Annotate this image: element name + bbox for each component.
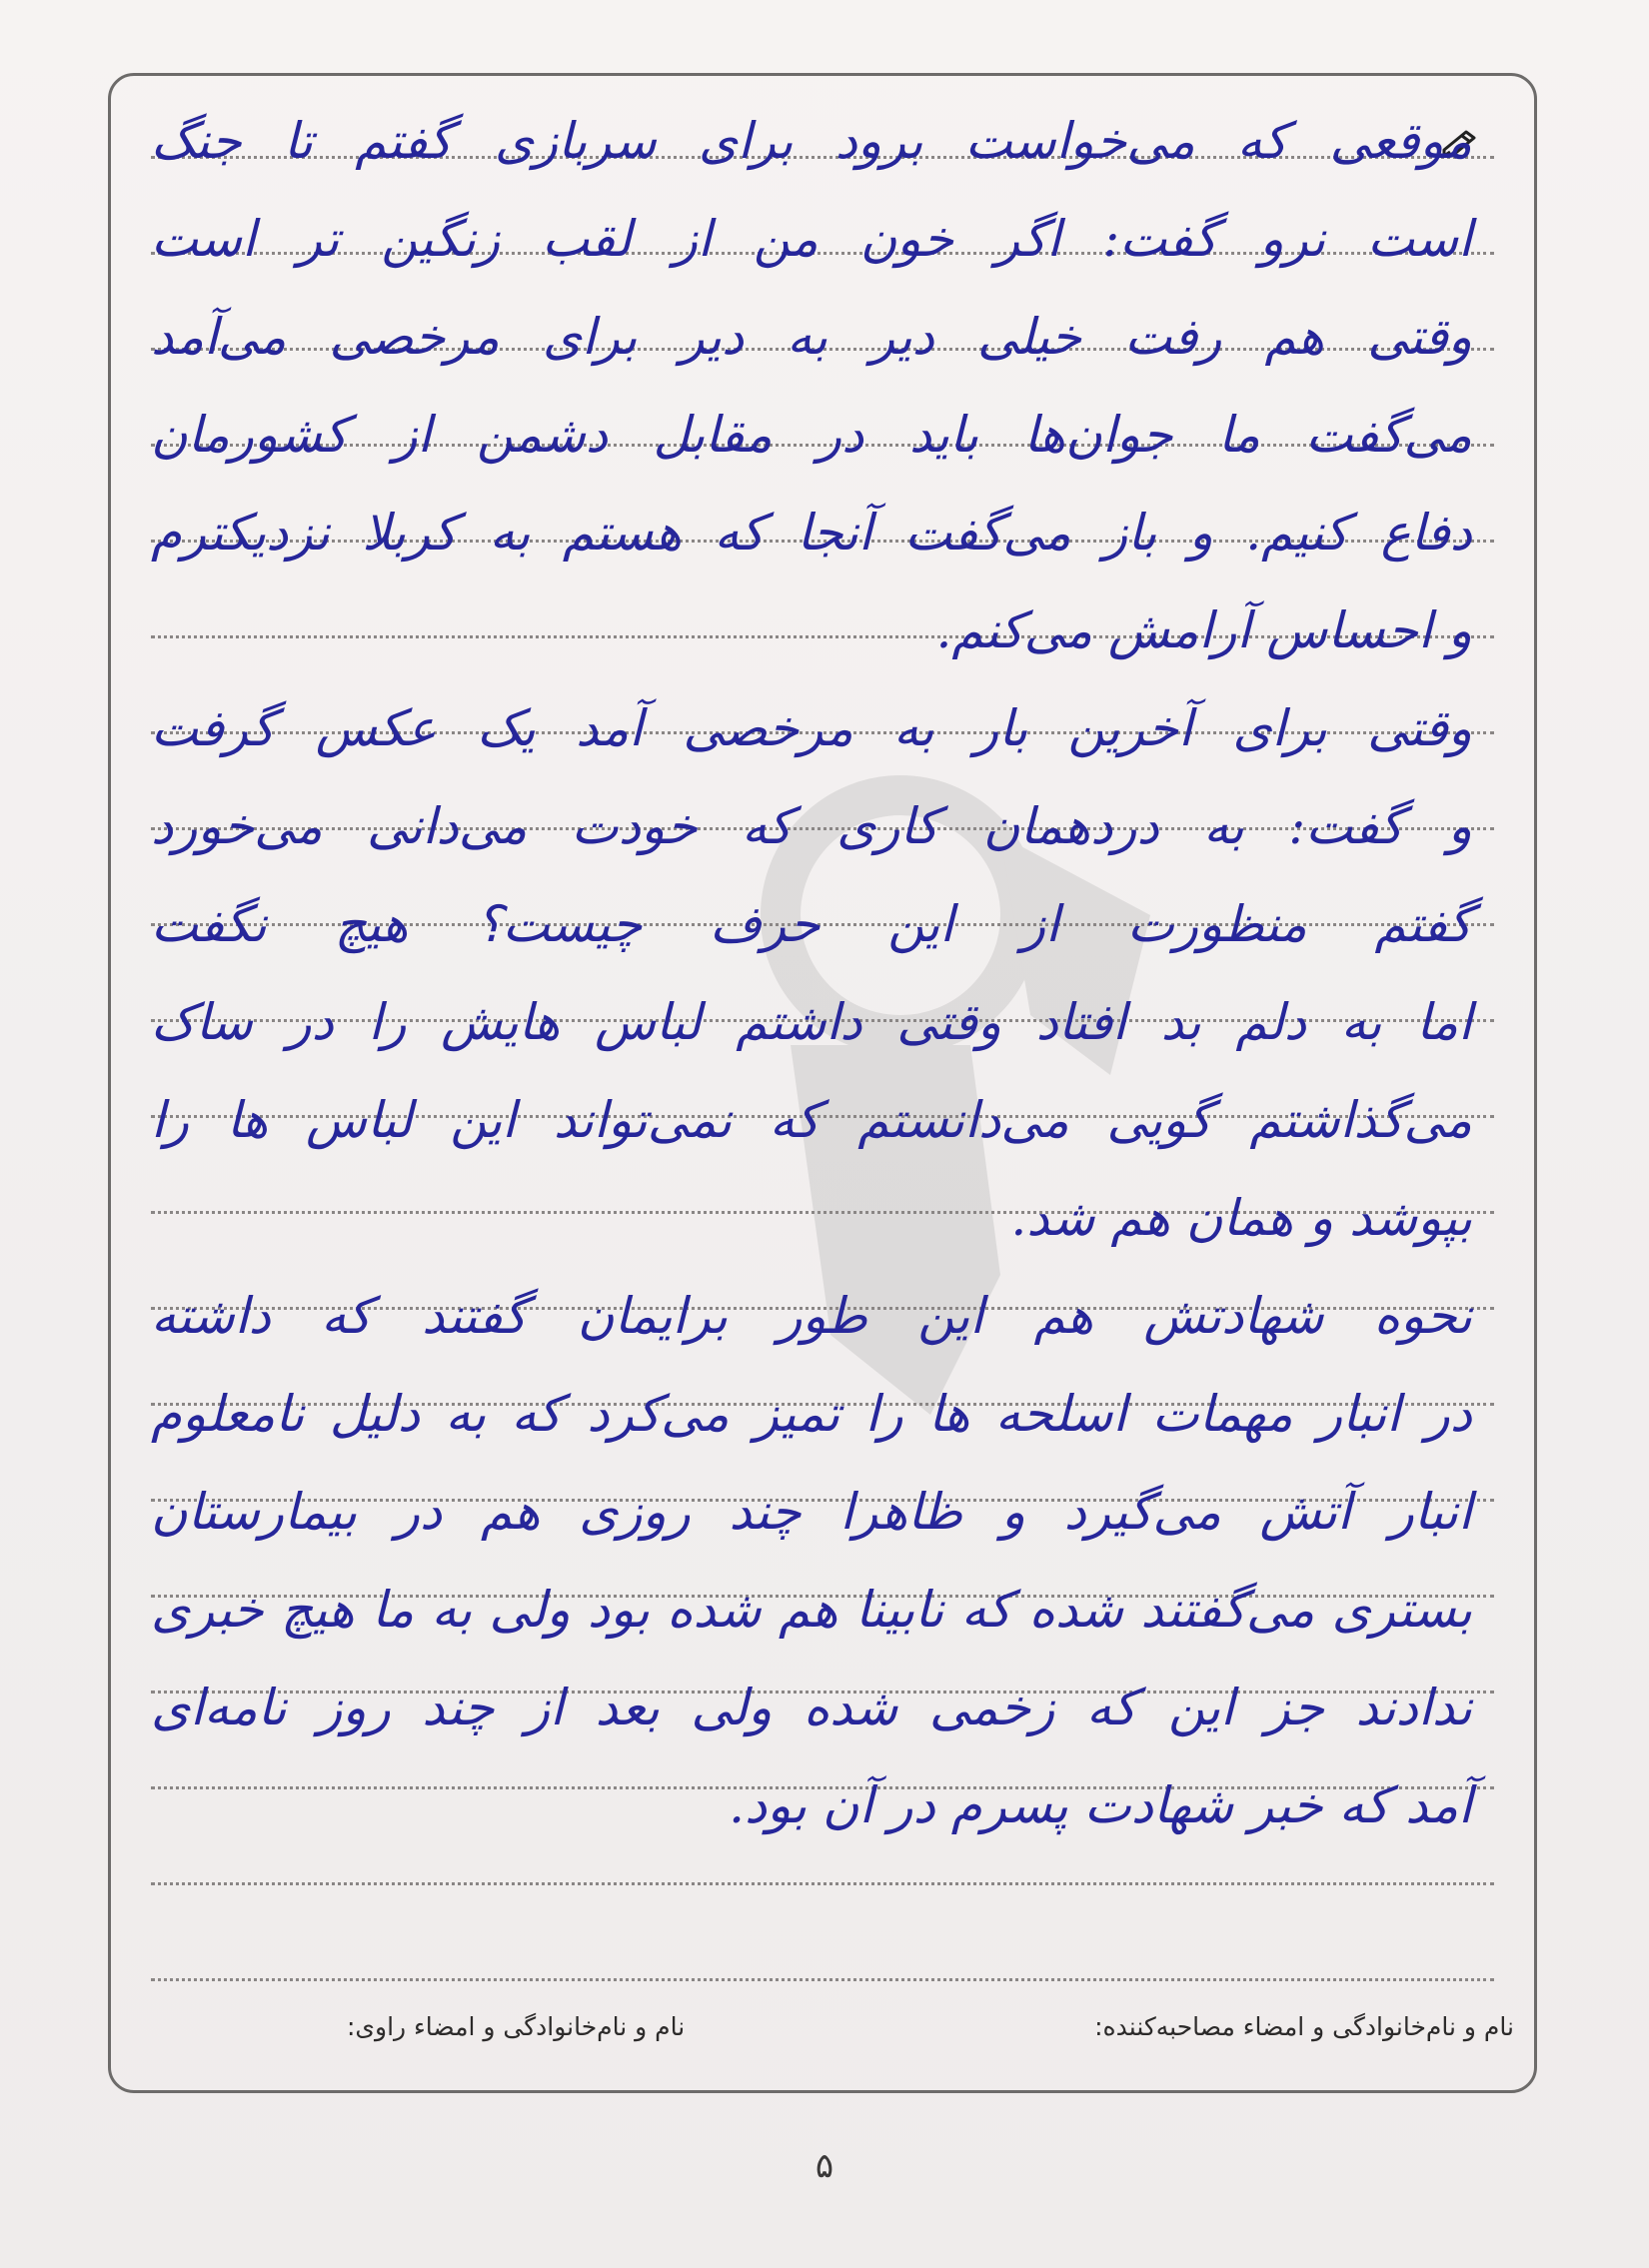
handwritten-line: نحوه شهادتش هم این طور برایمان گفتند که داشته <box>151 1287 1472 1345</box>
rule-line <box>151 1882 1494 1885</box>
form-frame <box>108 73 1537 2093</box>
handwritten-line: وقتی هم رفت خیلی دیر به دیر برای مرخصی می‌آمد <box>151 308 1472 366</box>
handwritten-line: و احساس آرامش می‌کنم. <box>935 601 1472 659</box>
handwritten-line: می‌گذاشتم گویی می‌دانستم که نمی‌تواند این لباس ها را <box>151 1091 1472 1149</box>
handwritten-line: وقتی برای آخرین بار به مرخصی آمد یک عکس گرفت <box>151 699 1472 757</box>
handwritten-line: دفاع کنیم. و باز می‌گفت آنجا که هستم به کربلا نزدیکترم <box>151 504 1472 562</box>
handwritten-line: بپوشد و همان هم شد. <box>1010 1189 1472 1247</box>
page-number: ۵ <box>815 2146 834 2186</box>
interviewer-signature-label: نام و نام‌خانوادگی و امضاء مصاحبه‌کننده: <box>1094 2012 1514 2041</box>
handwritten-line: اما به دلم بد افتاد وقتی داشتم لباس هایش را در ساک <box>151 993 1472 1051</box>
handwritten-line: ندادند جز این که زخمی شده ولی بعد از چند روز نامه‌ای <box>151 1679 1472 1736</box>
handwritten-line: در انبار مهمات اسلحه ها را تمیز می‌کرد که به دلیل نامعلوم <box>151 1385 1472 1443</box>
handwritten-line: می‌گفت ما جوان‌ها باید در مقابل دشمن از کشورمان <box>151 406 1472 464</box>
handwritten-line: است نرو گفت: اگر خون من از لقب زنگین تر است <box>151 210 1472 268</box>
narrator-signature-label: نام و نام‌خانوادگی و امضاء راوی: <box>347 2012 686 2041</box>
handwritten-line: موقعی که می‌خواست برود برای سربازی گفتم تا جنگ <box>151 112 1472 170</box>
handwritten-line: بستری می‌گفتند شده که نابینا هم شده بود ولی به ما هیچ خبری <box>151 1581 1472 1639</box>
handwritten-line: انبار آتش می‌گیرد و ظاهرا چند روزی هم در بیمارستان <box>151 1483 1473 1541</box>
handwritten-line: آمد که خبر شهادت پسرم در آن بود. <box>729 1776 1472 1834</box>
rule-line <box>151 1978 1494 1981</box>
handwritten-line: و گفت: به دردهمان کاری که خودت می‌دانی می‌خورد <box>151 797 1472 855</box>
handwritten-line: گفتم منظورت از این حرف چیست؟ هیچ نگفت <box>151 895 1472 953</box>
